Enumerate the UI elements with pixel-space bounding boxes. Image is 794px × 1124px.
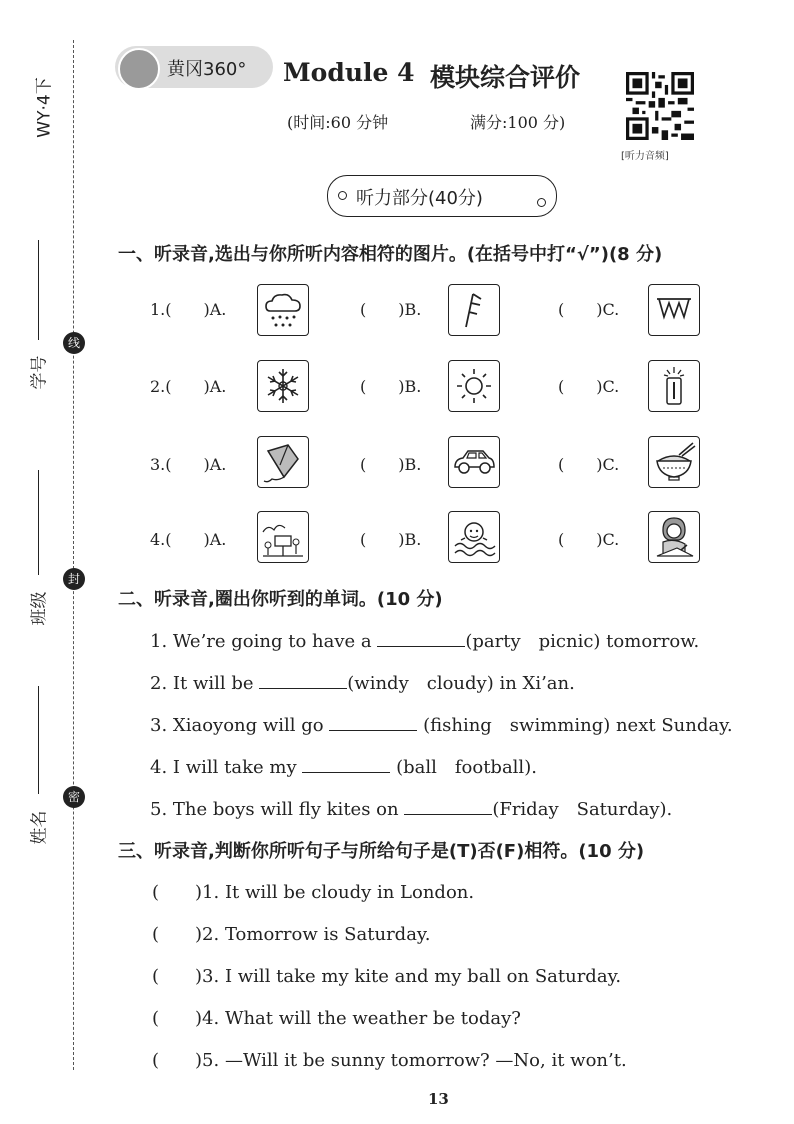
crown-icon	[648, 284, 700, 336]
circle-decor-icon	[338, 191, 347, 200]
section-label: 听力部分(40分)	[356, 188, 483, 209]
q4-c-option[interactable]: ( )C.	[558, 530, 620, 549]
p3-item-3[interactable]: ( )3. I will take my kite and my ball on Saturday.	[152, 966, 622, 987]
student-no-label: 学号	[29, 355, 50, 390]
full-score: 满分:100 分)	[470, 113, 566, 132]
sun-icon	[448, 360, 500, 412]
top-label: WY·4下	[34, 77, 55, 138]
q2-a-option[interactable]: 2.( )A.	[150, 377, 227, 396]
class-field[interactable]	[38, 470, 40, 575]
name-field[interactable]	[38, 686, 40, 794]
flag-icon	[448, 284, 500, 336]
park-scene-icon	[257, 511, 309, 563]
brand-text: 黄冈360°	[167, 59, 247, 80]
answer-blank[interactable]	[404, 800, 492, 815]
qr-label: [听力音频]	[621, 151, 669, 162]
rain-cloud-icon	[257, 284, 309, 336]
cut-mark-seal: 封	[63, 568, 85, 590]
part3-heading: 三、听录音,判断你所听句子与所给句子是(T)否(F)相符。(10 分)	[118, 841, 645, 862]
p2-item-1: 1. We’re going to have a (party picnic) tomorrow.	[150, 631, 700, 652]
p3-item-2[interactable]: ( )2. Tomorrow is Saturday.	[152, 924, 431, 945]
p3-item-4[interactable]: ( )4. What will the weather be today?	[152, 1008, 521, 1029]
q3-b-option[interactable]: ( )B.	[360, 455, 422, 474]
name-label: 姓名	[29, 810, 50, 845]
q2-c-option[interactable]: ( )C.	[558, 377, 620, 396]
page-title: 模块综合评价	[430, 63, 581, 92]
thermometer-icon	[648, 360, 700, 412]
page-number: 13	[428, 1090, 449, 1108]
class-label: 班级	[29, 591, 50, 626]
snowflake-icon	[257, 360, 309, 412]
p2-item-4: 4. I will take my (ball football).	[150, 757, 537, 778]
kite-icon	[257, 436, 309, 488]
p2-item-3: 3. Xiaoyong will go (fishing swimming) next Sunday.	[150, 715, 733, 736]
q1-a-option[interactable]: 1.( )A.	[150, 300, 227, 319]
part1-heading: 一、听录音,选出与你所听内容相符的图片。(在括号中打“√”)(8 分)	[118, 244, 663, 265]
p3-item-1[interactable]: ( )1. It will be cloudy in London.	[152, 882, 475, 903]
q2-b-option[interactable]: ( )B.	[360, 377, 422, 396]
section-heading	[327, 175, 557, 217]
answer-blank[interactable]	[302, 758, 390, 773]
module-title: Module 4	[283, 58, 415, 87]
cut-line	[73, 40, 74, 1070]
rice-bowl-icon	[648, 436, 700, 488]
q3-a-option[interactable]: 3.( )A.	[150, 455, 227, 474]
q1-b-option[interactable]: ( )B.	[360, 300, 422, 319]
student-no-field[interactable]	[38, 240, 40, 340]
p2-item-2: 2. It will be (windy cloudy) in Xi’an.	[150, 673, 575, 694]
girl-drawing-icon	[648, 511, 700, 563]
q1-c-option[interactable]: ( )C.	[558, 300, 620, 319]
answer-blank[interactable]	[329, 716, 417, 731]
q4-a-option[interactable]: 4.( )A.	[150, 530, 227, 549]
q4-b-option[interactable]: ( )B.	[360, 530, 422, 549]
qr-code-icon[interactable]	[626, 72, 694, 140]
answer-blank[interactable]	[259, 674, 347, 689]
cut-mark-line: 线	[63, 332, 85, 354]
mascot-icon	[118, 48, 160, 90]
circle-decor-icon	[537, 198, 546, 207]
swimming-boy-icon	[448, 511, 500, 563]
time-limit: (时间:60 分钟	[287, 113, 389, 132]
cut-mark-secret: 密	[63, 786, 85, 808]
part2-heading: 二、听录音,圈出你听到的单词。(10 分)	[118, 589, 443, 610]
p3-item-5[interactable]: ( )5. —Will it be sunny tomorrow? —No, it won’t.	[152, 1050, 627, 1071]
q3-c-option[interactable]: ( )C.	[558, 455, 620, 474]
answer-blank[interactable]	[377, 632, 465, 647]
brand-badge	[115, 46, 273, 88]
p2-item-5: 5. The boys will fly kites on (Friday Saturday).	[150, 799, 673, 820]
car-icon	[448, 436, 500, 488]
